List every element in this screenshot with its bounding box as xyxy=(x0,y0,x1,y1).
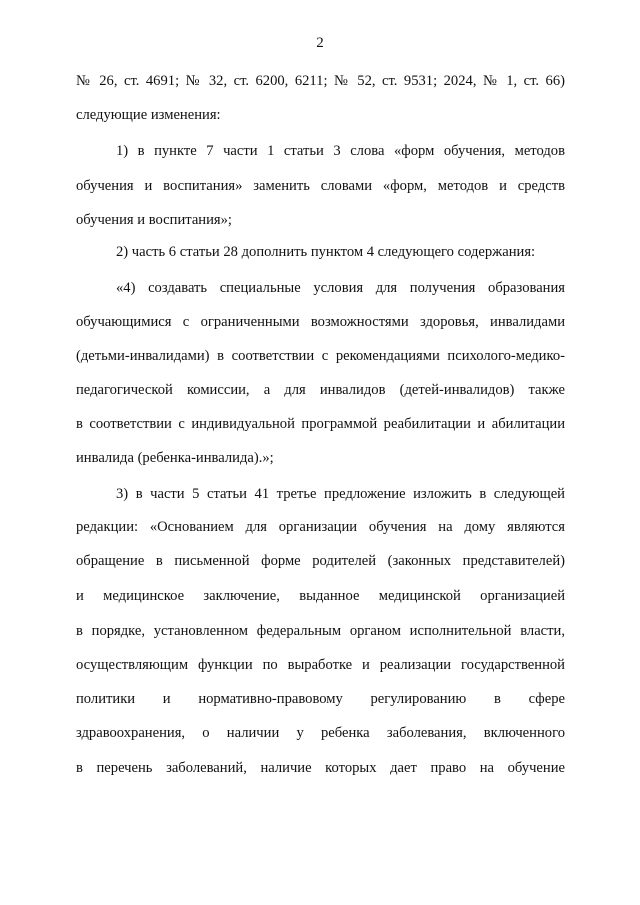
text-line: № 26, ст. 4691; № 32, ст. 6200, 6211; № 52, ст. 9531; 2024, № 1, ст. 66) xyxy=(76,73,565,89)
text-line: инвалида (ребенка-инвалида).»; xyxy=(76,450,274,466)
text-line: обучения и воспитания»; xyxy=(76,212,232,228)
text-line: осуществляющим функции по выработке и реализации государственной xyxy=(76,657,565,673)
text-line: в порядке, установленном федеральным органом исполнительной власти, xyxy=(76,623,565,639)
text-line: политики и нормативно-правовому регулированию в сфере xyxy=(76,691,565,707)
text-line: 1) в пункте 7 части 1 статьи 3 слова «форм обучения, методов xyxy=(116,143,565,159)
text-line: 3) в части 5 статьи 41 третье предложение изложить в следующей xyxy=(116,486,565,502)
text-line: обращение в письменной форме родителей (законных представителей) xyxy=(76,553,565,569)
text-line: и медицинское заключение, выданное медицинской организацией xyxy=(76,588,565,604)
text-line: (детьми-инвалидами) в соответствии с рекомендациями психолого-медико- xyxy=(76,348,565,364)
text-line: следующие изменения: xyxy=(76,107,221,123)
text-line: здравоохранения, о наличии у ребенка заболевания, включенного xyxy=(76,725,565,741)
text-line: 2) часть 6 статьи 28 дополнить пунктом 4 следующего содержания: xyxy=(116,244,536,260)
text-line: «4) создавать специальные условия для получения образования xyxy=(116,280,565,296)
page-number: 2 xyxy=(316,35,324,51)
text-line: обучающимися с ограниченными возможностями здоровья, инвалидами xyxy=(76,314,565,330)
text-line: в соответствии с индивидуальной программой реабилитации и абилитации xyxy=(76,416,565,432)
text-line: педагогической комиссии, а для инвалидов (детей-инвалидов) также xyxy=(76,382,565,398)
text-line: редакции: «Основанием для организации обучения на дому являются xyxy=(76,519,565,535)
text-line: обучения и воспитания» заменить словами «форм, методов и средств xyxy=(76,178,565,194)
text-line: в перечень заболеваний, наличие которых дает право на обучение xyxy=(76,760,565,776)
